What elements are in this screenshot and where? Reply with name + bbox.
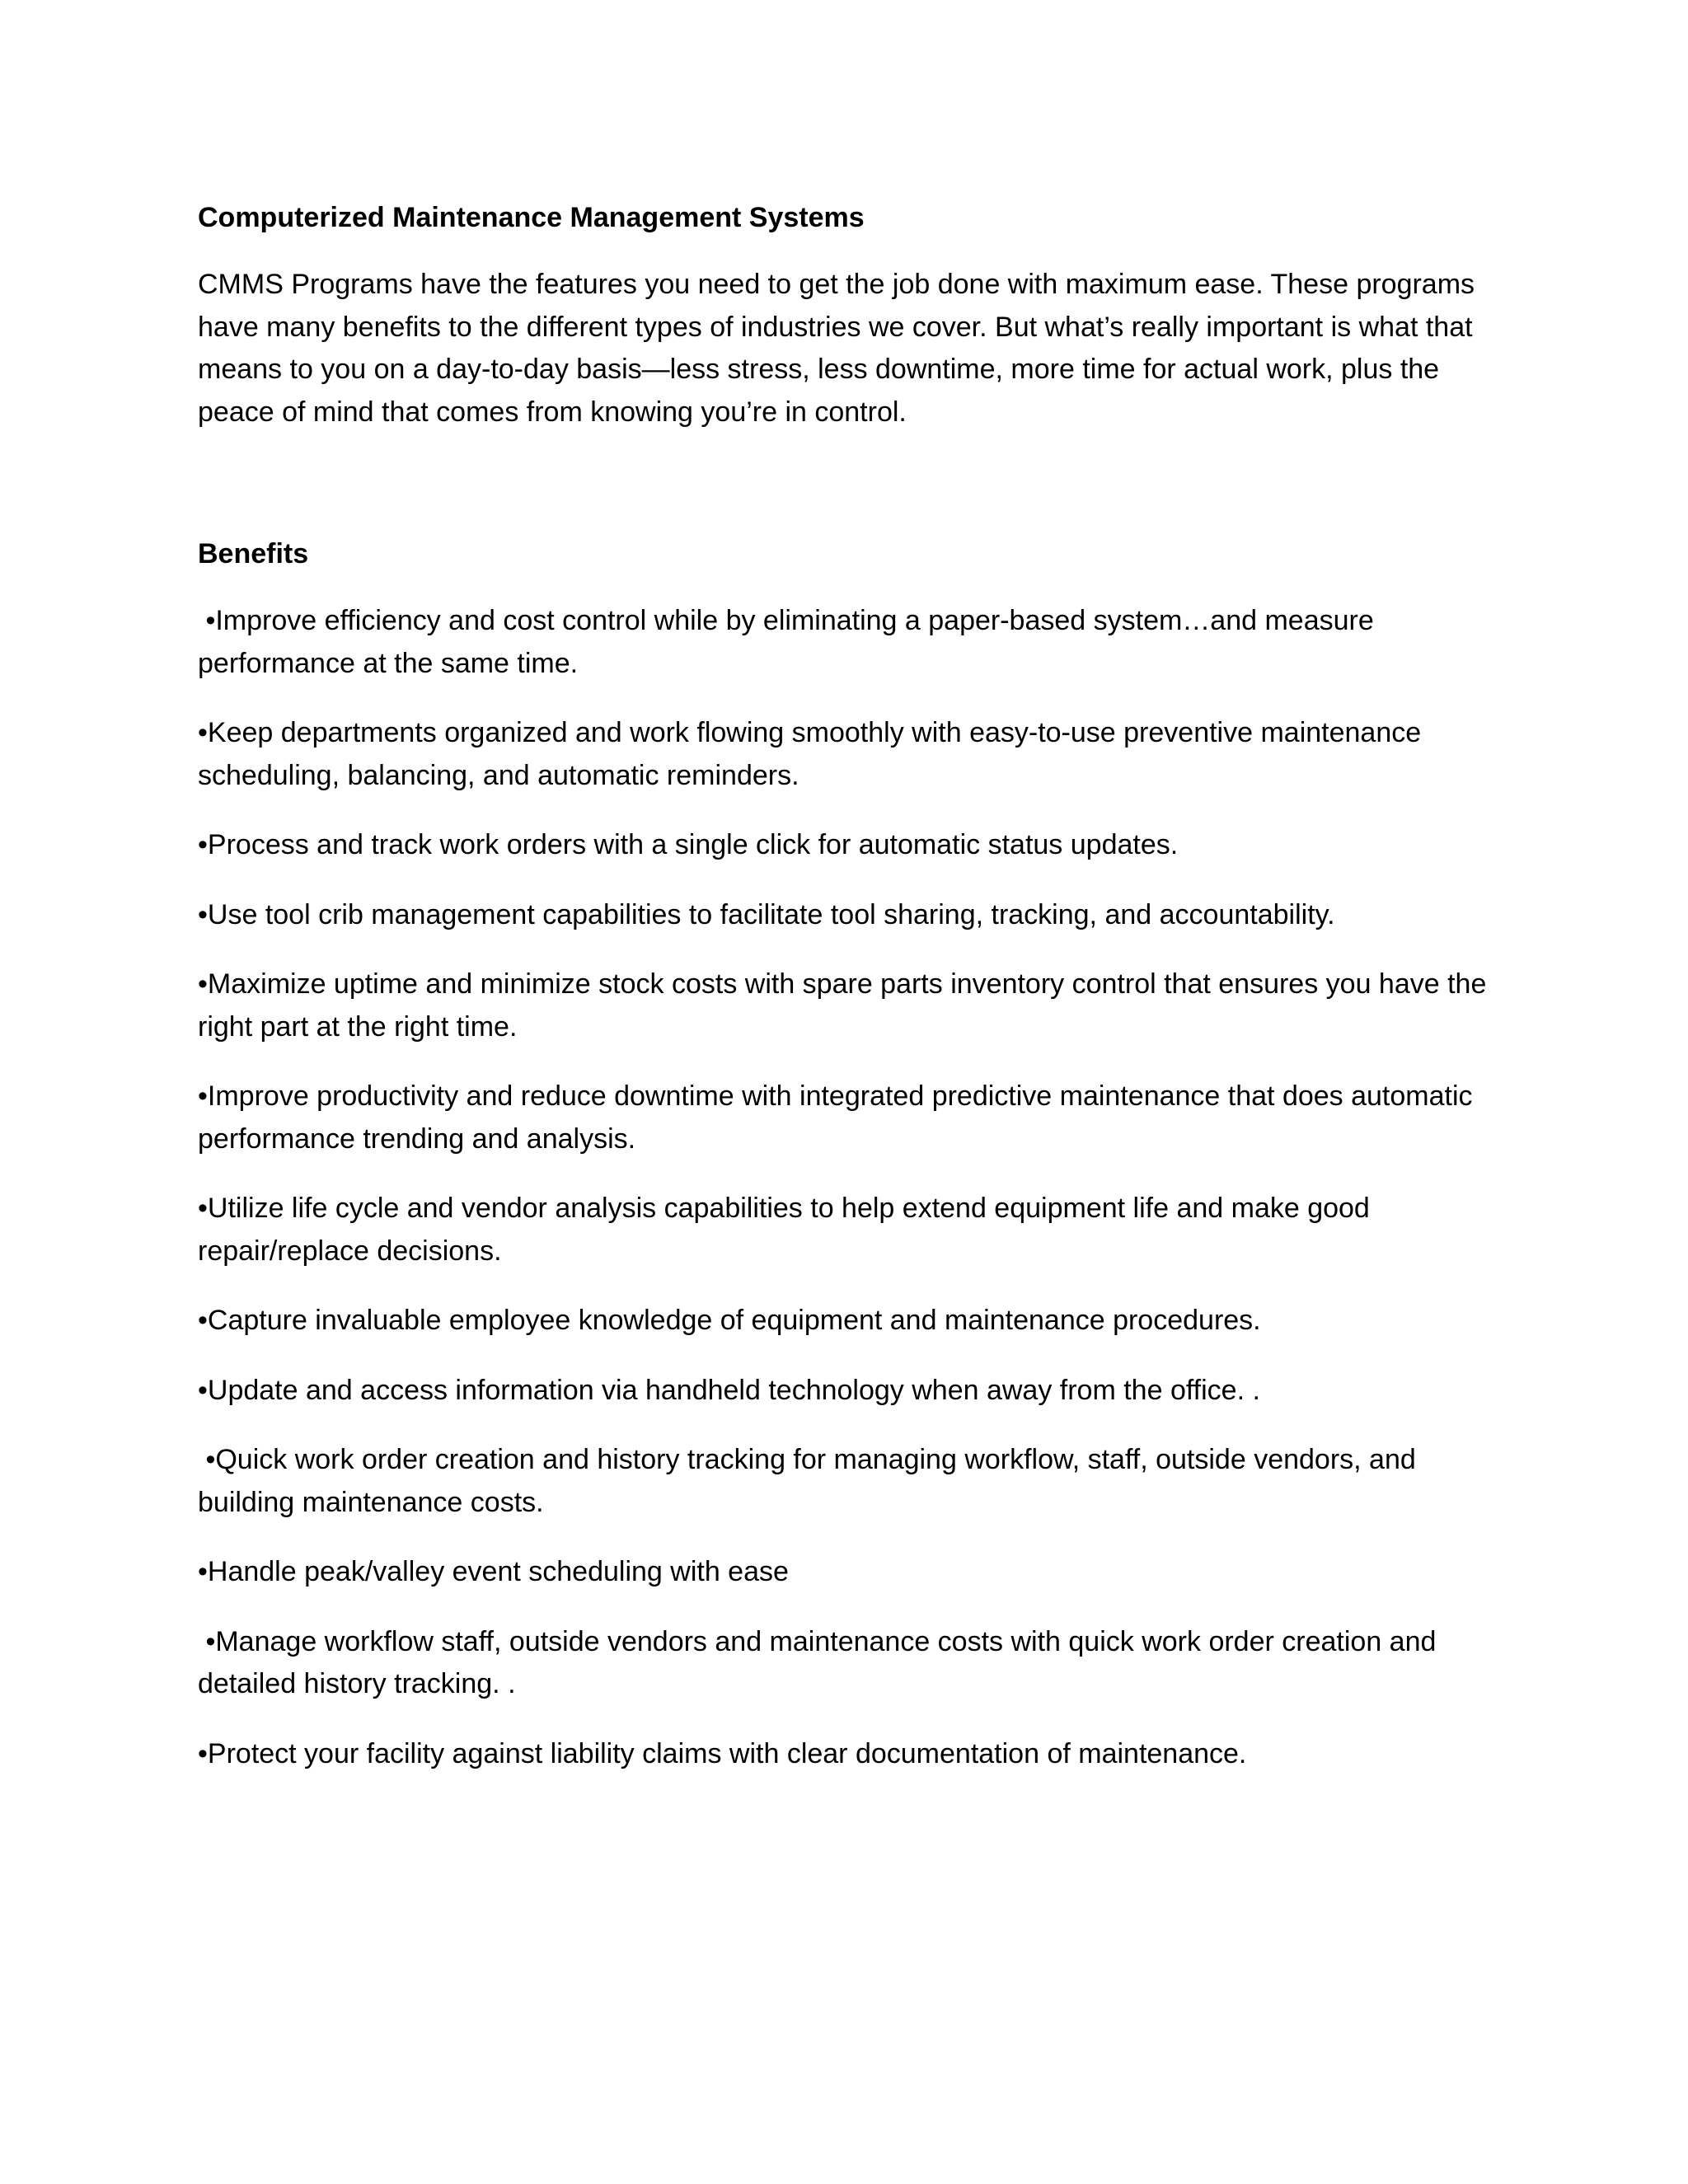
benefit-item: •Process and track work orders with a single click for automatic status updates. [198,829,1179,860]
section-spacer [198,434,1500,532]
benefit-item: •Use tool crib management capabilities to facilitate tool sharing, tracking, and accountability. [198,898,1335,930]
benefit-item: •Keep departments organized and work flowing smoothly with easy-to-use preventive maintenance scheduling, balancing, and automatic reminders. [198,717,1429,791]
benefit-item: •Utilize life cycle and vendor analysis capabilities to help extend equipment life and make good repair/replace decisions. [198,1193,1378,1267]
benefit-item: •Maximize uptime and minimize stock costs with spare parts inventory control that ensures you have the right part at the right time. [198,968,1494,1043]
benefit-item: •Handle peak/valley event scheduling with ease [198,1556,789,1587]
benefit-item: •Improve productivity and reduce downtime with integrated predictive maintenance that does automatic performance trending and analysis. [198,1080,1480,1155]
benefit-item: •Manage workflow staff, outside vendors and maintenance costs with quick work order creation and detailed history tracking. . [198,1625,1444,1699]
benefit-item: •Update and access information via handheld technology when away from the office. . [198,1374,1260,1406]
document-page [198,196,1500,1802]
benefit-item: •Protect your facility against liability claims with clear documentation of maintenance. [198,1737,1247,1769]
benefits-list [198,600,1500,1775]
benefits-heading: Benefits [198,538,309,569]
benefit-item: •Capture invaluable employee knowledge of equipment and maintenance procedures. [198,1305,1261,1336]
document-title: Computerized Maintenance Management Systems [198,202,865,233]
benefit-item: •Improve efficiency and cost control while by eliminating a paper-based system…and measure performance at the same time. [198,605,1382,679]
intro-paragraph: CMMS Programs have the features you need to get the job done with maximum ease. These programs have many benefits to the different types of industries we cover. But what’s really important is what that means to you on a day-to-day basis—less stress, less downtime, more time for actual work, plus the peace of mind that comes from knowing you’re in control. [198,269,1475,428]
benefit-item: •Quick work order creation and history tracking for managing workflow, staff, outside vendors, and building maintenance costs. [198,1444,1424,1518]
